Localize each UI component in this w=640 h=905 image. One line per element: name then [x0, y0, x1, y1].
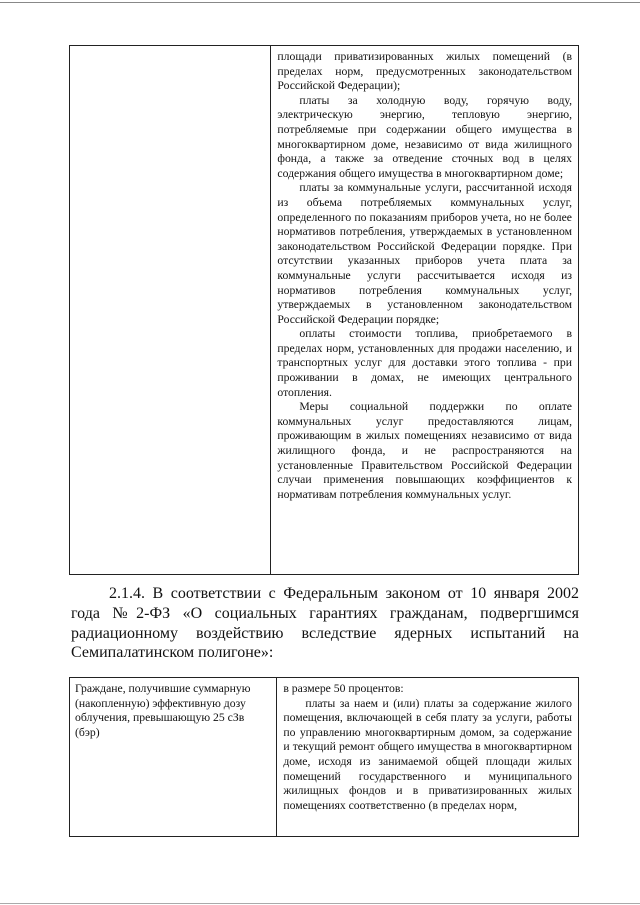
scan-bottom-border [0, 903, 640, 904]
benefit-paragraphs [283, 682, 572, 813]
benefit-paragraph: платы за коммунальные услуги, рассчитанной исходя из объема потребляемых коммунальных услуг, определенного по показаниям приборов учета, но не более нормативов потребления, утверждаемых в установленном законодательством Российской Федерации порядке. При отсутствии указанных приборов учета плата за коммунальные услуги рассчитывается исходя из нормативов потребления коммунальных услуг, утверждаемых в установленном законодательством Российской Федерации порядке; [277, 181, 572, 326]
benefits-table-continued [69, 45, 579, 575]
benefit-paragraph: площади приватизированных жилых помещений (в пределах норм, предусмотренных законодательством Российской Федерации); [277, 50, 572, 93]
table-row [70, 46, 579, 575]
benefit-paragraph: Меры социальной поддержки по оплате коммунальных услуг предоставляются лицам, проживающим в жилых помещениях независимо от вида жилищного фонда, и не распространяются на установленные Правительством Российской Федерации случаи применения повышающих коэффициентов к нормативам потребления коммунальных услуг. [277, 400, 572, 501]
table-cell-benefits [271, 46, 579, 575]
section-heading-2-1-4 [71, 584, 579, 663]
benefit-paragraphs [277, 50, 572, 502]
table-cell-category [70, 678, 277, 837]
benefit-paragraph: платы за холодную воду, горячую воду, электрическую энергию, тепловую энергию, потребляемые при содержании общего имущества в многоквартирном доме, независимо от вида жилищного фонда, а также за отведение сточных вод в целях содержания общего имущества в многоквартирном доме; [277, 93, 572, 180]
section-paragraph: 2.1.4. В соответствии с Федеральным законом от 10 января 2002 года №2-ФЗ «О социальных гарантиях гражданам, подвергшимся радиационному воздействию вследствие ядерных испытаний на Семипалатинском полигоне»: [71, 585, 579, 662]
benefit-paragraph: в размере 50 процентов: [283, 682, 404, 695]
benefit-paragraph: оплаты стоимости топлива, приобретаемого в пределах норм, установленных для продажи населению, и транспортных услуг для доставки этого топлива - при проживании в домах, не имеющих центрального отопления. [277, 327, 572, 399]
benefit-paragraph: платы за наем и (или) платы за содержание жилого помещения, включающей в себя плату за услуги, работы по управлению многоквартирным домом, за содержание и текущий ремонт общего имущества в многоквартирном доме, исходя из занимаемой общей площади жилых помещений государственного и муниципального жилищных фондов и в приватизированных жилых помещениях соответственно (в пределах норм, [283, 696, 572, 812]
category-text: Граждане, получившие суммарную (накопленную) эффективную дозу облучения, превышающую 25 сЗв (бэр) [75, 682, 251, 739]
benefits-table-semipalatinsk [69, 677, 579, 837]
table-cell-benefits [277, 678, 579, 837]
scan-top-border [0, 2, 640, 3]
table-cell-category-empty [70, 46, 271, 575]
table-row [70, 678, 579, 837]
